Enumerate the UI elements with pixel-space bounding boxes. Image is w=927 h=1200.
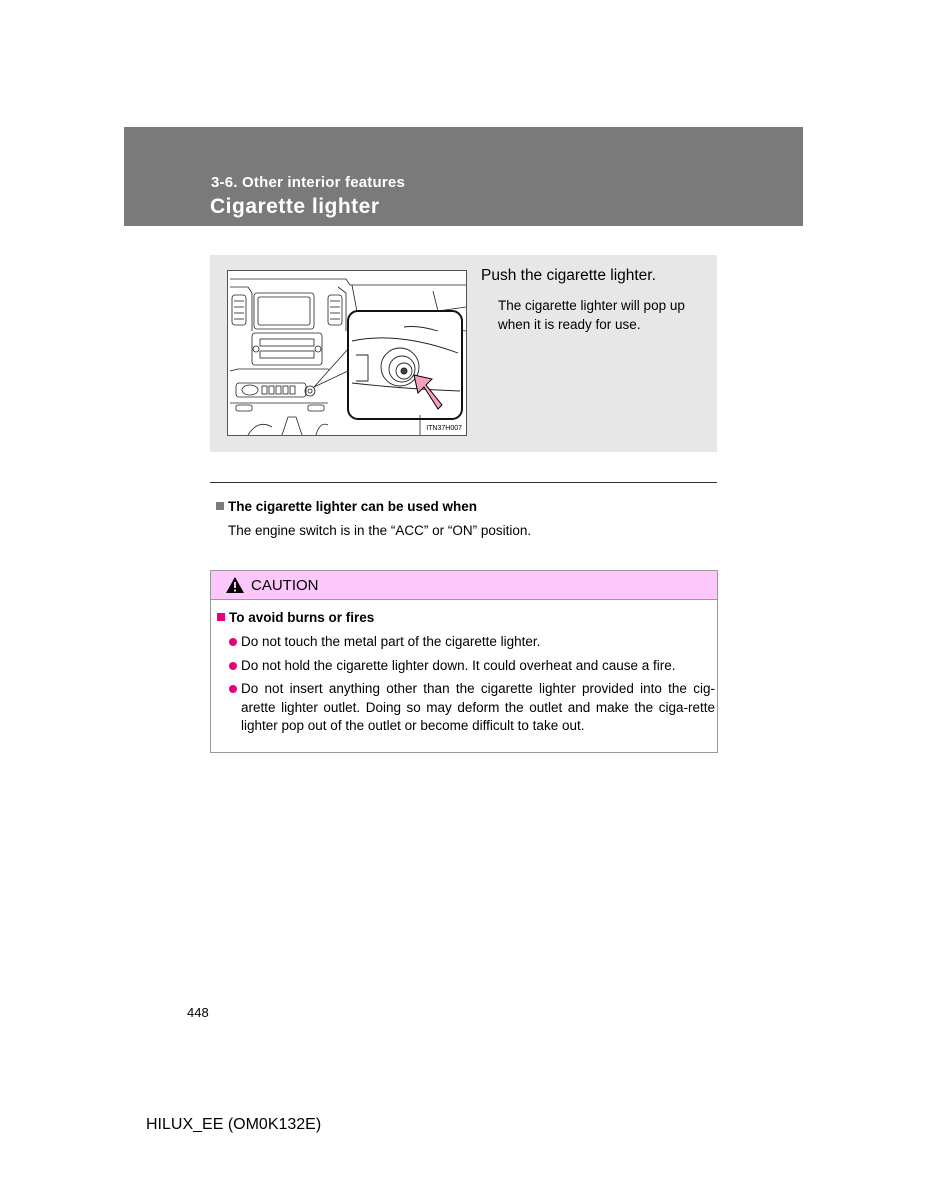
caution-subheading-text: To avoid burns or fires bbox=[229, 610, 375, 625]
bullet-dot-icon bbox=[229, 638, 237, 646]
gray-square-icon bbox=[216, 502, 224, 510]
caution-label: CAUTION bbox=[251, 577, 319, 594]
caution-item: Do not insert anything other than the cigarette lighter provided into the cig-arette lighter outlet. Doing so may deform the outlet and make the ciga-rette lighter pop out of the outlet or become difficult to take out. bbox=[229, 680, 715, 736]
info-heading-text: The cigarette lighter can be used when bbox=[228, 499, 478, 514]
step-instruction: Push the cigarette lighter. bbox=[481, 267, 656, 284]
cigarette-lighter-illustration bbox=[227, 270, 467, 436]
caution-box bbox=[210, 570, 718, 753]
section-divider bbox=[210, 482, 717, 483]
caution-item: Do not touch the metal part of the cigarette lighter. bbox=[229, 633, 715, 652]
step-panel bbox=[210, 255, 717, 452]
caution-subheading bbox=[217, 610, 374, 625]
info-text: The engine switch is in the “ACC” or “ON” position. bbox=[228, 523, 532, 538]
section-label: 3-6. Other interior features bbox=[211, 174, 405, 191]
chapter-header bbox=[124, 127, 803, 226]
info-heading bbox=[216, 499, 477, 514]
image-code: ITN37H007 bbox=[426, 425, 462, 432]
page-title: Cigarette lighter bbox=[210, 195, 380, 218]
step-note: The cigarette lighter will pop up when it is ready for use. bbox=[498, 298, 685, 332]
pink-square-icon bbox=[217, 613, 225, 621]
document-code: HILUX_EE (OM0K132E) bbox=[146, 1116, 322, 1133]
caution-header bbox=[211, 571, 717, 600]
bullet-dot-icon bbox=[229, 662, 237, 670]
caution-item: Do not hold the cigarette lighter down. It could overheat and cause a fire. bbox=[229, 657, 715, 676]
page-number: 448 bbox=[187, 1005, 209, 1020]
caution-list bbox=[229, 633, 715, 741]
bullet-dot-icon bbox=[229, 685, 237, 693]
warning-triangle-icon bbox=[225, 576, 245, 594]
dashboard-drawing bbox=[228, 271, 466, 435]
